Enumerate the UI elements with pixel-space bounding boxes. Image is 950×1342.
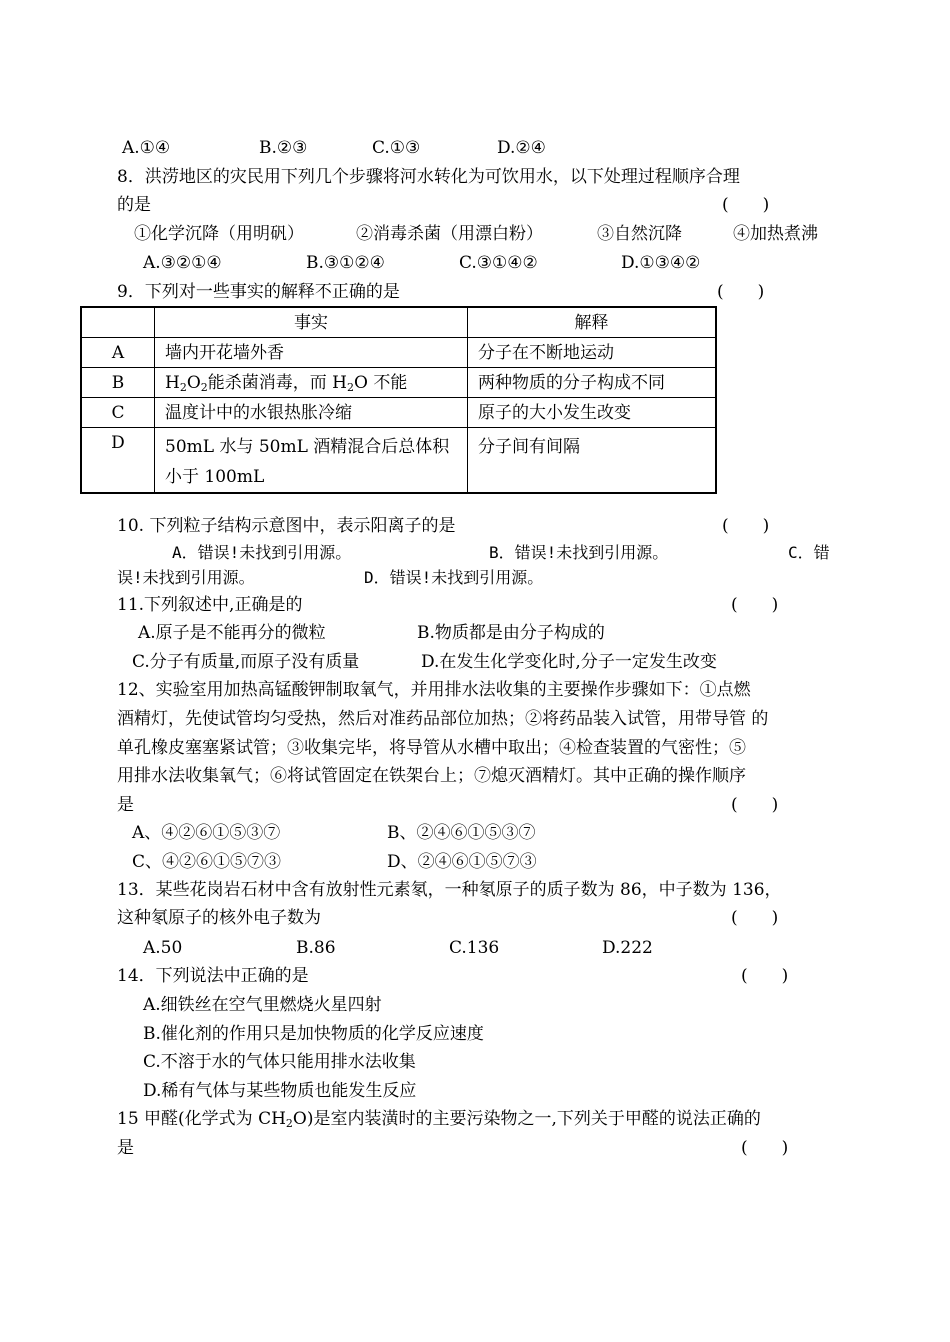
table-row <box>81 398 716 428</box>
q8-option-d: D.①③④② <box>621 253 701 273</box>
row-key: D <box>81 428 155 494</box>
row-fact: 温度计中的水银热胀冷缩 <box>155 398 468 428</box>
q14-answer-paren: ( ) <box>741 966 789 986</box>
q11-stem: 11.下列叙述中,正确是的 <box>117 595 303 615</box>
q12-stem-line1: 12、实验室用加热高锰酸钾制取氧气，并用排水法收集的主要操作步骤如下：①点燃 <box>117 680 751 700</box>
q7-option-a: A.①④ <box>122 138 171 158</box>
q13-option-b: B.86 <box>296 938 336 958</box>
q10-stem: 10. 下列粒子结构示意图中，表示阳离子的是 <box>117 516 456 536</box>
q12-answer-paren: ( ) <box>731 795 779 815</box>
facts-table <box>80 306 717 494</box>
q10-option-c-start: C．错 <box>788 543 830 562</box>
q15-answer-paren: ( ) <box>741 1138 789 1158</box>
q12-stem-line5: 是 <box>117 795 134 815</box>
q8-step-1: ①化学沉降（用明矾） <box>134 224 304 244</box>
q10-option-b: B．错误!未找到引用源。 <box>489 543 669 562</box>
row-reason: 分子间有间隔 <box>468 428 717 494</box>
q12-stem-line3: 单孔橡皮塞塞紧试管；③收集完毕，将导管从水槽中取出；④检查装置的气密性；⑤ <box>117 738 746 758</box>
q13-answer-paren: ( ) <box>731 908 779 928</box>
q14-option-c: C.不溶于水的气体只能用排水法收集 <box>143 1052 416 1072</box>
table-row <box>81 338 716 368</box>
table-row <box>81 428 716 494</box>
q15-stem-line1: 15 甲醛(化学式为 $CH_2O$)是室内装潢时的主要污染物之一,下列关于甲醛的说法正确的 <box>117 1109 761 1130</box>
q8-stem-line1: 8．洪涝地区的灾民用下列几个步骤将河水转化为可饮用水，以下处理过程顺序合理 <box>117 167 740 187</box>
q10-option-c-end: 误!未找到引用源。 <box>117 568 255 587</box>
row-fact: 50mL 水与 50mL 酒精混合后总体积 小于 100mL <box>155 428 468 494</box>
q11-option-c: C.分子有质量,而原子没有质量 <box>132 652 360 672</box>
q13-option-a: A.50 <box>143 938 183 958</box>
row-key: C <box>81 398 155 428</box>
row-fact: $H_2O_2$能杀菌消毒，而 $H_2O$ 不能 <box>155 368 468 398</box>
q11-option-b: B.物质都是由分子构成的 <box>417 623 605 643</box>
q13-option-c: C.136 <box>449 938 500 958</box>
q15-stem-line2: 是 <box>117 1138 134 1158</box>
q8-option-a: A.③②①④ <box>143 253 222 273</box>
q8-step-3: ③自然沉降 <box>597 224 682 244</box>
q13-stem-line1: 13．某些花岗岩石材中含有放射性元素氡，一种氡原子的质子数为 86，中子数为 136， <box>117 880 782 900</box>
q8-step-2: ②消毒杀菌（用漂白粉） <box>356 224 543 244</box>
q8-stem-line2: 的是 <box>117 195 151 215</box>
q12-option-b: B、②④⑥①⑤③⑦ <box>387 823 536 843</box>
q12-option-a: A、④②⑥①⑤③⑦ <box>132 823 281 843</box>
q10-option-d: D．错误!未找到引用源。 <box>364 568 544 587</box>
q8-answer-paren: ( ) <box>722 195 770 215</box>
q14-option-a: A.细铁丝在空气里燃烧火星四射 <box>143 995 382 1015</box>
q7-option-c: C.①③ <box>372 138 421 158</box>
q10-option-a: A．错误!未找到引用源。 <box>172 543 352 562</box>
table-header-blank <box>81 307 155 338</box>
q14-option-b: B.催化剂的作用只是加快物质的化学反应速度 <box>143 1024 484 1044</box>
q9-answer-paren: ( ) <box>717 282 765 302</box>
q12-option-d: D、②④⑥①⑤⑦③ <box>387 852 537 872</box>
q12-option-c: C、④②⑥①⑤⑦③ <box>132 852 282 872</box>
q11-option-d: D.在发生化学变化时,分子一定发生改变 <box>421 652 717 672</box>
q7-option-d: D.②④ <box>497 138 546 158</box>
q12-stem-line4: 用排水法收集氧气；⑥将试管固定在铁架台上；⑦熄灭酒精灯。其中正确的操作顺序 <box>117 766 746 786</box>
table-row <box>81 368 716 398</box>
row-key: A <box>81 338 155 368</box>
q14-option-d: D.稀有气体与某些物质也能发生反应 <box>143 1081 417 1101</box>
q13-stem-line2: 这种氡原子的核外电子数为 <box>117 908 321 928</box>
q14-stem: 14．下列说法中正确的是 <box>117 966 309 986</box>
q11-option-a: A.原子是不能再分的微粒 <box>138 623 326 643</box>
q8-step-4: ④加热煮沸 <box>733 224 818 244</box>
table-header-reason: 解释 <box>468 307 717 338</box>
table-header-fact: 事实 <box>155 307 468 338</box>
q7-option-b: B.②③ <box>259 138 308 158</box>
q8-option-b: B.③①②④ <box>306 253 385 273</box>
q13-option-d: D.222 <box>602 938 653 958</box>
q12-stem-line2: 酒精灯，先使试管均匀受热，然后对准药品部位加热；②将药品装入试管，用带导管 的 <box>117 709 769 729</box>
row-reason: 原子的大小发生改变 <box>468 398 717 428</box>
table-header-row <box>81 307 716 338</box>
q10-answer-paren: ( ) <box>722 516 770 536</box>
q9-stem: 9．下列对一些事实的解释不正确的是 <box>117 282 400 302</box>
row-key: B <box>81 368 155 398</box>
row-fact: 墙内开花墙外香 <box>155 338 468 368</box>
q8-option-c: C.③①④② <box>459 253 538 273</box>
q11-answer-paren: ( ) <box>731 595 779 615</box>
row-reason: 分子在不断地运动 <box>468 338 717 368</box>
row-reason: 两种物质的分子构成不同 <box>468 368 717 398</box>
